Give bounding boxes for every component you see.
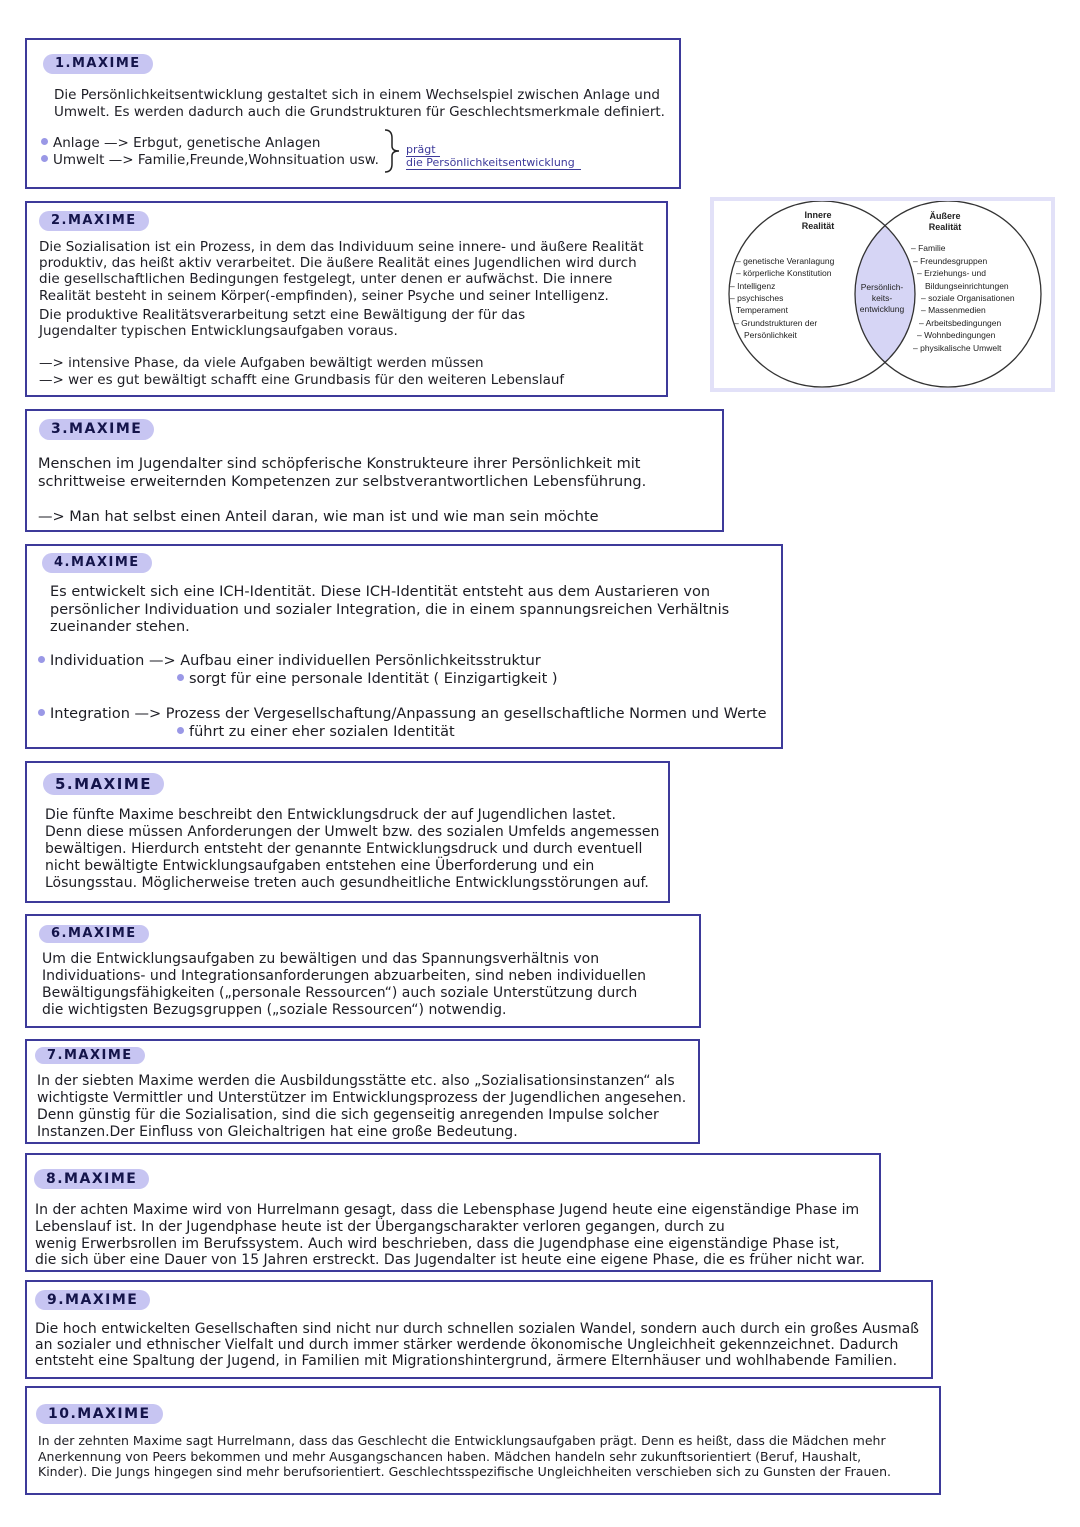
venn-left-item: – genetische Veranlagung [736, 256, 835, 266]
venn-left-title: Innere [804, 210, 832, 220]
maxime-6-line: die wichtigsten Bezugsgruppen („soziale Ressourcen“) notwendig. [42, 1002, 507, 1018]
maxime-3-line: Menschen im Jugendalter sind schöpferische Konstrukteure ihrer Persönlichkeit mit [38, 456, 641, 472]
maxime-8-box [25, 1153, 881, 1272]
bullet-icon [38, 709, 45, 716]
maxime-4-line: zueinander stehen. [50, 619, 190, 635]
maxime-3-arrow: —> Man hat selbst einen Anteil daran, wie man ist und wie man sein möchte [38, 509, 599, 525]
maxime-6-box [25, 914, 701, 1028]
venn-right-item: – Familie [911, 243, 946, 253]
venn-left-item: – körperliche Konstitution [736, 268, 832, 278]
maxime-4-line: persönlicher Individuation und sozialer Integration, die in einem spannungsreichen Verhältnis [50, 602, 730, 618]
maxime-7-box [25, 1039, 700, 1144]
venn-left-item: – psychisches [730, 293, 784, 303]
maxime-7-title: 7.MAXIME [35, 1047, 145, 1064]
venn-right-title: Äußere [929, 211, 961, 221]
maxime-2-title: 2.MAXIME [39, 211, 149, 231]
venn-center-label: Persönlich- [860, 282, 904, 292]
maxime-1-text-line2: Umwelt. Es werden dadurch auch die Grundstrukturen für Geschlechtsmerkmale definiert. [54, 104, 665, 120]
maxime-3-line: schrittweise erweiternden Kompetenzen zur selbstverantwortlichen Lebensführung. [38, 474, 647, 490]
venn-left-title: Realität [801, 221, 835, 231]
maxime-5-line: Denn diese müssen Anforderungen der Umwelt bzw. des sozialen Umfelds angemessen [45, 824, 660, 840]
maxime-4-title: 4.MAXIME [42, 553, 152, 573]
maxime-2-arrow-2: —> wer es gut bewältigt schafft eine Grundbasis für den weiteren Lebenslauf [39, 372, 565, 388]
maxime-7-line: In der siebten Maxime werden die Ausbildungsstätte etc. also „Sozialisationsinstanzen“ als [37, 1073, 675, 1089]
venn-right-item: – Arbeitsbedingungen [919, 318, 1002, 328]
maxime-2-line: produktiv, das heißt aktiv verarbeitet. Die äußere Realität eines Jugendlichen wird durch [39, 255, 637, 271]
maxime-9-line: an sozialer und ethnischer Vielfalt und durch immer stärker werdende ökonomische Ungleichheit gekennzeichnet. Dadurch [35, 1337, 899, 1353]
venn-center-label: entwicklung [859, 304, 905, 314]
venn-right-title: Realität [928, 222, 962, 232]
bullet-icon [177, 727, 184, 734]
venn-svg [714, 201, 1051, 388]
maxime-2-line: die gesellschaftlichen Bedingungen festgelegt, unter denen er aufwächst. Die innere [39, 271, 613, 287]
maxime-7-line: Instanzen.Der Einfluss von Gleichaltrigen hat eine große Bedeutung. [37, 1124, 518, 1140]
maxime-5-line: Lösungsstau. Möglicherweise treten auch gesundheitliche Entwicklungsstörungen auf. [45, 875, 649, 891]
bullet-icon [38, 656, 45, 663]
maxime-4-sub-individuation: sorgt für eine personale Identität ( Einzigartigkeit ) [177, 670, 558, 688]
maxime-5-box [25, 761, 670, 903]
bullet-icon [177, 674, 184, 681]
maxime-9-title: 9.MAXIME [35, 1290, 150, 1310]
maxime-8-line: In der achten Maxime wird von Hurrelmann gesagt, dass die Lebensphase Jugend heute eine eigenständige Phase im [35, 1202, 860, 1218]
maxime-1-note-persoenlichkeit: die Persönlichkeitsentwicklung [406, 156, 575, 169]
venn-left-item: Persönlichkeit [744, 330, 797, 340]
bullet-icon [41, 155, 48, 162]
maxime-1-title: 1.MAXIME [43, 54, 153, 74]
maxime-8-line: Lebenslauf ist. In der Jugendphase heute ist der Übergangscharakter verloren gegangen, durch zu [35, 1219, 725, 1235]
maxime-4-line: Es entwickelt sich eine ICH-Identität. Diese ICH-Identität entsteht aus dem Austarieren von [50, 584, 711, 600]
maxime-8-line: die sich über eine Dauer von 15 Jahren erstreckt. Das Jugendalter ist heute eine eigene Phase, die es früher nicht war. [35, 1252, 865, 1268]
maxime-5-line: Die fünfte Maxime beschreibt den Entwicklungsdruck der auf Jugendlichen lastet. [45, 807, 616, 823]
maxime-9-box [25, 1280, 933, 1379]
maxime-3-box [25, 409, 724, 532]
maxime-5-title: 5.MAXIME [43, 773, 164, 795]
venn-right-item: – Massenmedien [921, 305, 986, 315]
venn-right-item: – physikalische Umwelt [913, 343, 1002, 353]
underline-persoenlichkeit [406, 169, 581, 170]
maxime-10-line: Anerkennung von Peers bekommen und mehr Ausgangschancen haben. Mädchen handeln sehr zukunftsorientiert (Beruf, Haushalt, [38, 1449, 862, 1464]
maxime-1-bullet-umwelt: Umwelt —> Familie,Freunde,Wohnsituation usw. [41, 152, 379, 169]
maxime-1-note-praegt: prägt [406, 143, 436, 156]
bullet-icon [41, 138, 48, 145]
maxime-6-line: Um die Entwicklungsaufgaben zu bewältigen und das Spannungsverhältnis von [42, 951, 600, 967]
venn-right-item: Bildungseinrichtungen [925, 281, 1009, 291]
maxime-4-box [25, 544, 783, 749]
maxime-6-line: Individuations- und Integrationsanforderungen abzuarbeiten, sind neben individuellen [42, 968, 647, 984]
maxime-4-bullet-integration: Integration —> Prozess der Vergesellschaftung/Anpassung an gesellschaftliche Normen und Werte [38, 705, 767, 723]
venn-diagram [710, 197, 1055, 392]
maxime-10-box [25, 1386, 941, 1495]
maxime-8-title: 8.MAXIME [34, 1169, 149, 1189]
maxime-2-arrow-1: —> intensive Phase, da viele Aufgaben bewältigt werden müssen [39, 355, 484, 371]
maxime-6-title: 6.MAXIME [39, 925, 149, 943]
maxime-10-line: In der zehnten Maxime sagt Hurrelmann, dass das Geschlecht die Entwicklungsaufgaben prägt. Denn es heißt, dass die Mädchen mehr [38, 1433, 886, 1448]
maxime-5-line: nicht bewältigte Entwicklungsaufgaben entstehen eine Überforderung und ein [45, 858, 595, 874]
venn-left-item: – Grundstrukturen der [734, 318, 818, 328]
maxime-4-sub-integration: führt zu einer eher sozialen Identität [177, 723, 455, 741]
venn-right-item: – Erziehungs- und [917, 268, 986, 278]
maxime-2-line: Jugendalter typischen Entwicklungsaufgaben voraus. [39, 323, 398, 339]
venn-right-item: – soziale Organisationen [921, 293, 1015, 303]
maxime-2-line: Die Sozialisation ist ein Prozess, in dem das Individuum seine innere- und äußere Realität [39, 239, 644, 255]
maxime-10-line: Kinder). Die Jungs hingegen sind mehr berufsorientiert. Geschlechtsspezifische Ungleichheiten verschieben sich zu Gunsten der Frauen. [38, 1464, 891, 1479]
venn-right-item: – Wohnbedingungen [917, 330, 996, 340]
venn-left-item: Temperament [736, 305, 788, 315]
venn-right-item: – Freundesgruppen [913, 256, 988, 266]
maxime-9-line: entsteht eine Spaltung der Jugend, in Familien mit Migrationshintergrund, ärmere Elternhäuser und wohlhabende Familien. [35, 1353, 898, 1369]
maxime-2-line: Realität besteht in seinem Körper(-empfinden), seiner Psyche und seiner Intelligenz. [39, 288, 609, 304]
maxime-10-title: 10.MAXIME [36, 1404, 163, 1424]
maxime-1-bullet-anlage: Anlage —> Erbgut, genetische Anlagen [41, 135, 320, 152]
venn-center-label: keits- [871, 293, 893, 303]
maxime-1-box [25, 38, 681, 189]
maxime-3-title: 3.MAXIME [39, 419, 154, 440]
maxime-1-text-line1: Die Persönlichkeitsentwicklung gestaltet sich in einem Wechselspiel zwischen Anlage und [54, 87, 660, 103]
maxime-9-line: Die hoch entwickelten Gesellschaften sind nicht nur durch schnellen sozialen Wandel, sondern auch durch ein großes Ausmaß [35, 1321, 919, 1337]
maxime-2-box [25, 201, 668, 397]
maxime-5-line: bewältigen. Hierdurch entsteht der genannte Entwicklungsdruck und durch eventuell [45, 841, 643, 857]
curly-brace-icon [382, 128, 404, 174]
maxime-4-bullet-individuation: Individuation —> Aufbau einer individuellen Persönlichkeitsstruktur [38, 652, 541, 670]
venn-left-item: – Intelligenz [730, 281, 776, 291]
maxime-7-line: wichtigste Vermittler und Unterstützer im Entwicklungsprozess der Jugendlichen angesehen. [37, 1090, 687, 1106]
maxime-2-line: Die produktive Realitätsverarbeitung setzt eine Bewältigung der für das [39, 307, 526, 323]
maxime-7-line: Denn günstig für die Sozialisation, sind die sich gegenseitig anregenden Impulse solcher [37, 1107, 659, 1123]
maxime-8-line: wenig Erwerbsrollen im Berufssystem. Auch wird beschrieben, dass die Jugendphase eine eigenständige Phase ist, [35, 1236, 840, 1252]
maxime-6-line: Bewältigungsfähigkeiten („personale Ressourcen“) auch soziale Unterstützung durch [42, 985, 638, 1001]
